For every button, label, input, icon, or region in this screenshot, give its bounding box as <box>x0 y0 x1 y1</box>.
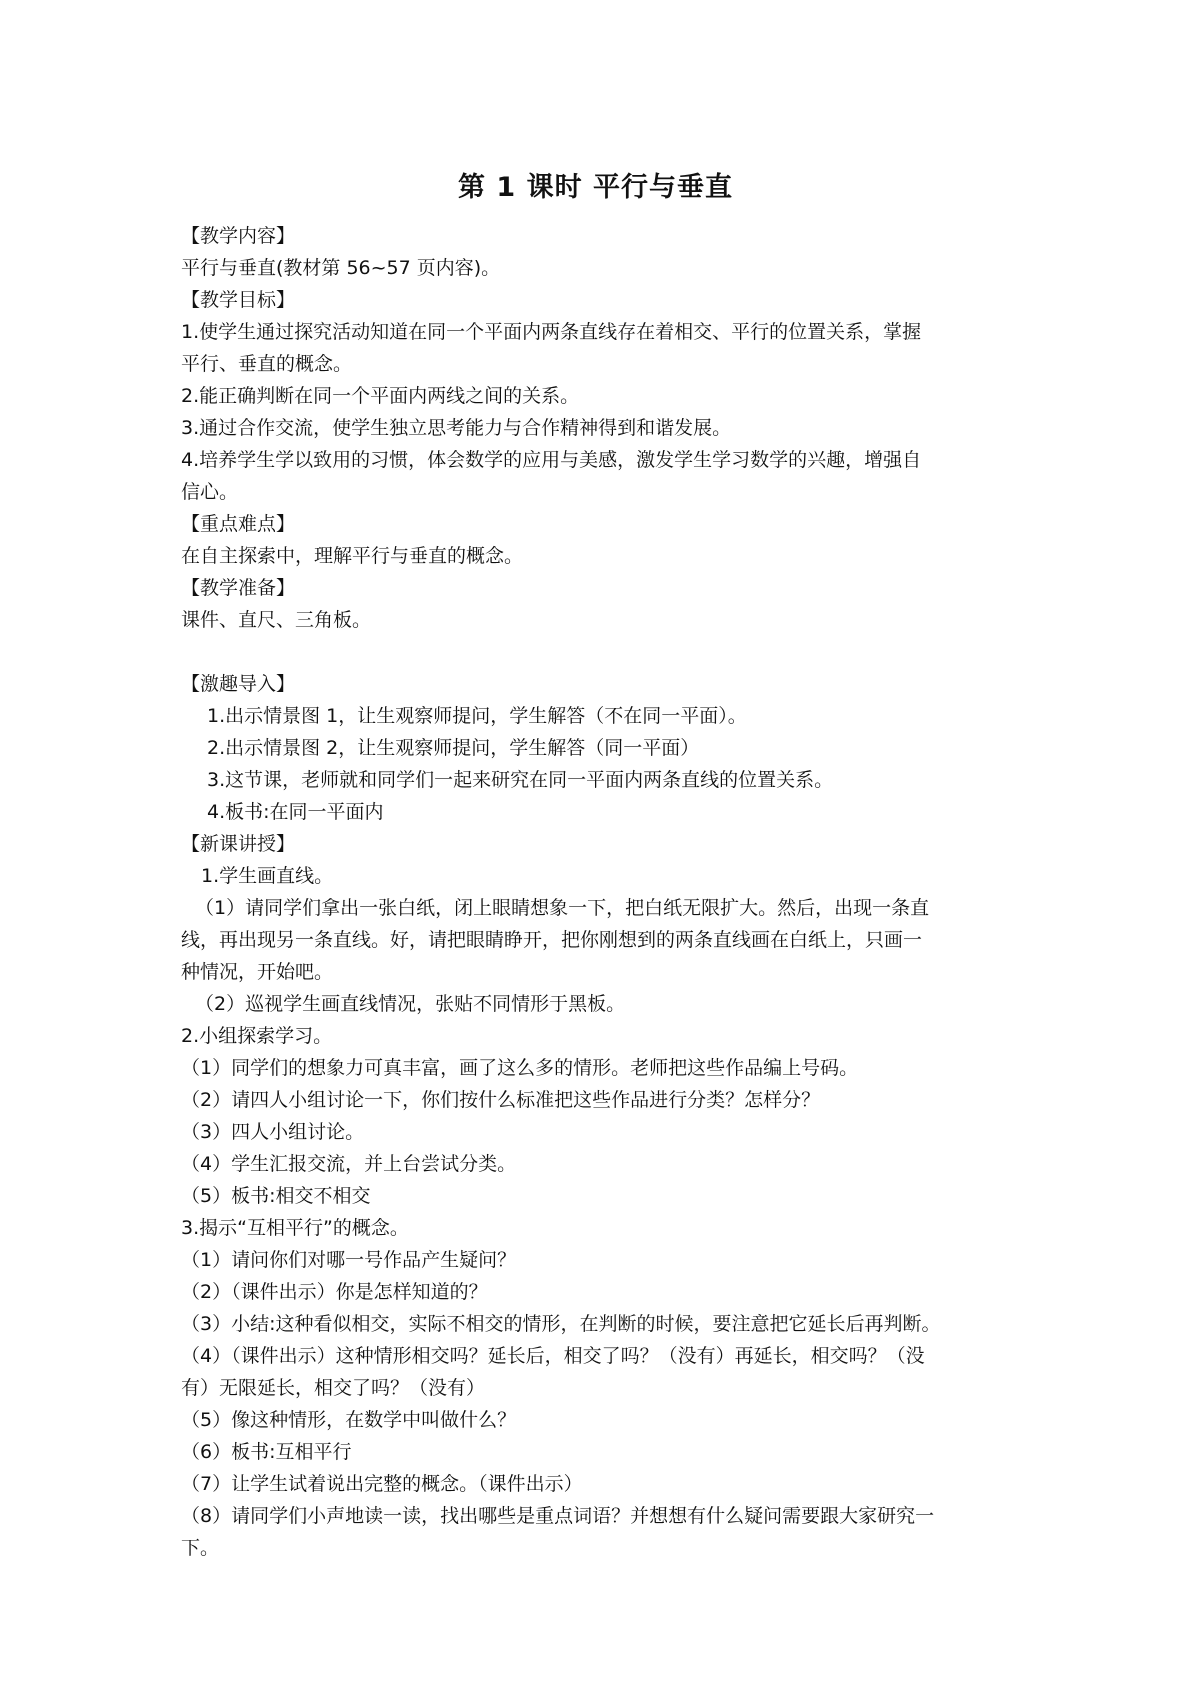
paragraph-line: 平行、垂直的概念。 <box>181 353 353 375</box>
paragraph-line: （2）（课件出示）你是怎样知道的？ <box>181 1281 488 1303</box>
paragraph-line: 2.能正确判断在同一个平面内两线之间的关系。 <box>181 385 580 407</box>
paragraph-line: 课件、直尺、三角板。 <box>181 609 372 631</box>
paragraph-line: 4.板书:在同一平面内 <box>207 801 384 823</box>
paragraph-line: 2.小组探索学习。 <box>181 1025 333 1047</box>
paragraph-line: （4）学生汇报交流，并上台尝试分类。 <box>181 1153 517 1175</box>
paragraph-line: 3.这节课，老师就和同学们一起来研究在同一平面内两条直线的位置关系。 <box>207 769 834 791</box>
paragraph-line: 1.学生画直线。 <box>201 865 334 887</box>
paragraph-line: （3）四人小组讨论。 <box>181 1121 365 1143</box>
paragraph-line: 1.使学生通过探究活动知道在同一个平面内两条直线存在着相交、平行的位置关系，掌握 <box>181 321 922 343</box>
paragraph-line: （2）请四人小组讨论一下，你们按什么标准把这些作品进行分类？怎样分？ <box>181 1089 821 1111</box>
paragraph-line: 有）无限延长，相交了吗？（没有） <box>181 1377 486 1399</box>
paragraph-line: 在自主探索中，理解平行与垂直的概念。 <box>181 545 524 567</box>
section-heading-content: 【教学内容】 <box>181 225 296 247</box>
section-heading-key-points: 【重点难点】 <box>181 513 296 535</box>
paragraph-line: 信心。 <box>181 481 239 503</box>
paragraph-line: （5）板书:相交不相交 <box>181 1185 371 1207</box>
section-heading-introduction: 【激趣导入】 <box>181 673 296 695</box>
paragraph-line: 线，再出现另一条直线。好，请把眼睛睁开，把你刚想到的两条直线画在白纸上，只画一 <box>181 929 923 951</box>
paragraph-line: 种情况，开始吧。 <box>181 961 334 983</box>
page-title: 第 1 课时 平行与垂直 <box>458 172 733 203</box>
paragraph-line: （1）请同学们拿出一张白纸，闭上眼睛想象一下，把白纸无限扩大。然后，出现一条直 <box>195 897 930 919</box>
paragraph-line: （1）请问你们对哪一号作品产生疑问？ <box>181 1249 517 1271</box>
paragraph-line: 下。 <box>181 1537 220 1559</box>
paragraph-line: （8）请同学们小声地读一读，找出哪些是重点词语？并想想有什么疑问需要跟大家研究一 <box>181 1505 935 1527</box>
section-heading-objectives: 【教学目标】 <box>181 289 296 311</box>
paragraph-line: （2）巡视学生画直线情况，张贴不同情形于黑板。 <box>195 993 626 1015</box>
paragraph-line: 1.出示情景图 1，让生观察师提问，学生解答（不在同一平面）。 <box>207 705 747 727</box>
paragraph-line: 平行与垂直(教材第 56~57 页内容)。 <box>181 257 501 279</box>
paragraph-line: 2.出示情景图 2，让生观察师提问，学生解答（同一平面） <box>207 737 700 759</box>
paragraph-line: 4.培养学生学以致用的习惯，体会数学的应用与美感，激发学生学习数学的兴趣，增强自 <box>181 449 922 471</box>
paragraph-line: （5）像这种情形，在数学中叫做什么？ <box>181 1409 517 1431</box>
paragraph-line: （4）（课件出示）这种情形相交吗？延长后，相交了吗？（没有）再延长，相交吗？（没 <box>181 1345 925 1367</box>
paragraph-line: （6）板书:互相平行 <box>181 1441 352 1463</box>
document-body <box>181 220 1011 1564</box>
paragraph-line: 3.揭示“互相平行”的概念。 <box>181 1217 409 1239</box>
section-heading-new-lesson: 【新课讲授】 <box>181 833 296 855</box>
paragraph-line: （7）让学生试着说出完整的概念。（课件出示） <box>181 1473 583 1495</box>
paragraph-line: （3）小结:这种看似相交，实际不相交的情形，在判断的时候，要注意把它延长后再判断。 <box>181 1313 941 1335</box>
paragraph-line: （1）同学们的想象力可真丰富，画了这么多的情形。老师把这些作品编上号码。 <box>181 1057 859 1079</box>
paragraph-line: 3.通过合作交流，使学生独立思考能力与合作精神得到和谐发展。 <box>181 417 732 439</box>
blank-line <box>181 636 1011 668</box>
section-heading-preparation: 【教学准备】 <box>181 577 296 599</box>
